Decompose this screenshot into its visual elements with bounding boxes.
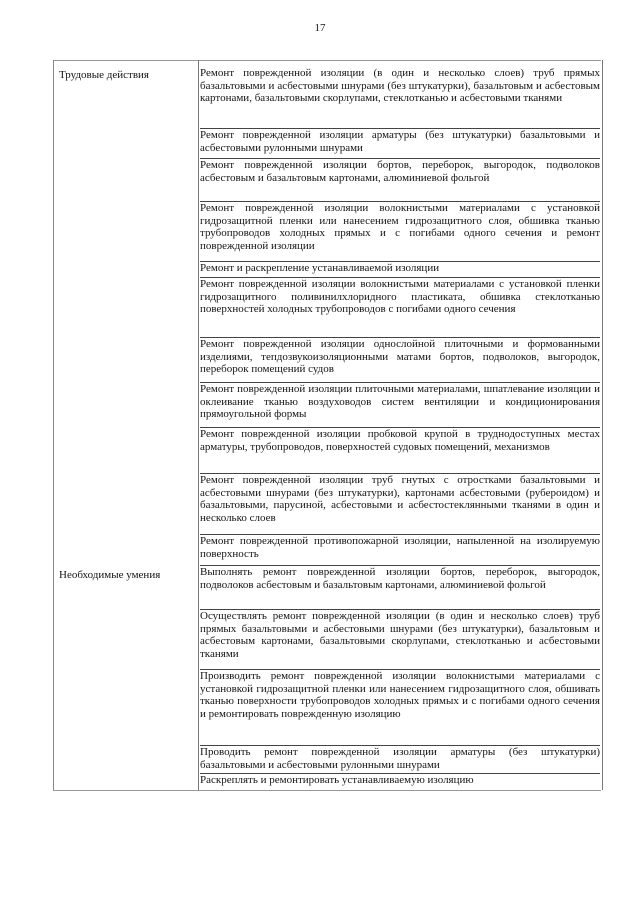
labor-action-item: Ремонт и раскрепление устанавливаемой изоляции [200,262,600,278]
labor-action-item: Ремонт поврежденной изоляции пробковой крупой в труднодоступных местах арматуры, трубопроводов, поверхностей судовых помещений, механизмов [200,428,600,474]
column-separator [198,60,199,790]
labor-action-item: Ремонт поврежденной изоляции бортов, переборок, выгородок, подволоков асбестовым и базальтовым картонами, алюминиевой фольгой [200,159,600,202]
row-label-labor-actions: Трудовые действия [59,69,149,81]
skill-item: Осуществлять ремонт поврежденной изоляции (в один и несколько слоев) труб прямых базальтовыми и асбестовыми шнурами (без штукатурки), базальтовым и асбестовым картонами, базальтовыми скорлупами, стеклотканью и асбестовыми тканями [200,610,600,670]
labor-action-item: Ремонт поврежденной изоляции волокнистыми материалами с установкой пленки гидрозащитного поливинилхлоридного пластиката, обшивка стеклотканью поверхностей холодных трубопроводов с погибами одного сечения [200,278,600,338]
skill-item: Выполнять ремонт поврежденной изоляции бортов, переборок, выгородок, подволоков асбестовым и базальтовым картонами, алюминиевой фольгой [200,566,600,610]
labor-action-item: Ремонт поврежденной изоляции плиточными материалами, шпатлевание изоляции и оклеивание тканью воздуховодов систем вентиляции и кондиционирования прямоугольной формы [200,383,600,428]
labor-action-item: Ремонт поврежденной изоляции однослойной плиточными и формованными изделиями, тепдозвукоизоляционными матами бортов, подволоков, выгородок, переборок помещений судов [200,338,600,383]
skill-item: Проводить ремонт поврежденной изоляции арматуры (без штукатурки) базальтовыми и асбестовыми рулонными шнурами [200,746,600,774]
labor-action-item: Ремонт поврежденной изоляции арматуры (без штукатурки) базальтовыми и асбестовыми рулонными шнурами [200,129,600,159]
competency-table [53,60,603,790]
page-number: 17 [314,22,326,34]
skill-item: Производить ремонт поврежденной изоляции волокнистыми материалами с установкой гидрозащитной пленки или нанесением гидрозащитного слоя, обшивать тканью поверхности трубопроводов холодных прямых и с погибами одного сечения и ремонтировать поврежденную изоляцию [200,670,600,746]
labor-action-item: Ремонт поврежденной изоляции труб гнутых с отростками базальтовыми и асбестовыми шнурами (без штукатурки), картонами асбестовыми (рубероидом) и базальтовыми, парусиной, асбестовыми и асбестостеклянными тканями в один и несколько слоев [200,474,600,535]
row-label-required-skills: Необходимые умения [59,569,161,581]
table-bottom-border [53,790,601,791]
labor-action-item: Ремонт поврежденной изоляции волокнистыми материалами с установкой гидрозащитной пленки или нанесением гидрозащитного слоя, обшивка тканью трубопроводов холодных прямых и с погибами одного сечения и ремонт поврежденной изоляции [200,202,600,262]
skill-item: Раскреплять и ремонтировать устанавливаемую изоляцию [200,774,474,786]
labor-action-item: Ремонт поврежденной изоляции (в один и несколько слоев) труб прямых базальтовыми и асбестовыми шнурами (без штукатурки), базальтовым и асбестовым картонами, базальтовыми скорлупами, стеклотканью и асбестовыми тканями [200,67,600,129]
labor-action-item: Ремонт поврежденной противопожарной изоляции, напыленной на изолируемую поверхность [200,535,600,566]
